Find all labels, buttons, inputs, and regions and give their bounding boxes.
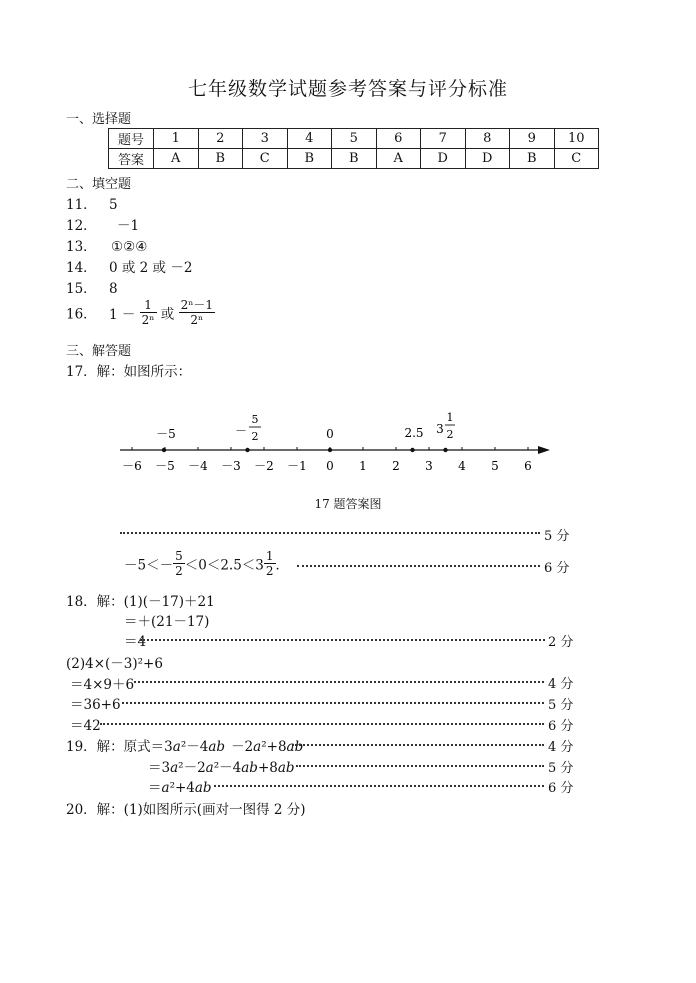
q17-inequality [124, 549, 289, 578]
tick-label: 5 [491, 459, 499, 473]
fill-answer-15 [66, 277, 118, 297]
table-cell: 2 [198, 129, 243, 149]
fill-answer-16 [66, 298, 215, 327]
tick-label: 3 [425, 459, 433, 473]
variable: a [253, 739, 262, 755]
label-minus-5: －5 [156, 427, 176, 441]
table-cell: 9 [510, 129, 555, 149]
variable: a [172, 739, 181, 755]
variable: a [170, 760, 179, 776]
section-fill-heading: 二、填空题 [66, 177, 132, 192]
question-number: 13． [66, 239, 97, 255]
q18-line-6: ＝36+6 [70, 697, 121, 713]
answer-text: 1 － [108, 306, 136, 323]
point-minus-5-2 [245, 448, 249, 452]
score-mark: 4 分 [548, 677, 574, 692]
table-cell: B [510, 149, 555, 169]
number-line-figure [110, 405, 560, 485]
q18-line-7: ＝42 [70, 718, 101, 734]
dotted-leader [297, 565, 540, 567]
q18-line-4: (2)4×(－3)²+6 [66, 656, 163, 672]
label-minus-5-2-num: 5 [251, 413, 259, 426]
table-cell: D [465, 149, 510, 169]
point-2-5 [410, 448, 414, 452]
dotted-leader [134, 681, 544, 683]
ineq-part: ． [275, 557, 290, 574]
table-cell: 5 [332, 129, 377, 149]
question-number: 14． [66, 260, 97, 276]
table-cell: A [154, 149, 199, 169]
table-cell: 答案 [109, 149, 154, 169]
variable: ab [277, 760, 295, 776]
score-mark: 5 分 [548, 698, 574, 713]
answer-or: 或 [160, 306, 175, 323]
table-cell: B [287, 149, 332, 169]
score-mark: 6 分 [548, 781, 574, 796]
answer-text: ①②④ [110, 239, 148, 255]
fill-answer-11 [66, 193, 118, 213]
answer-text: 8 [108, 281, 118, 297]
label-2-5: 2.5 [404, 426, 424, 440]
label-minus-5-2-sign: － [234, 424, 248, 438]
table-cell: 10 [554, 129, 599, 149]
page-title: 七年级数学试题参考答案与评分标准 [187, 78, 508, 100]
section-choice-heading: 一、选择题 [66, 112, 132, 127]
table-cell: C [554, 149, 599, 169]
score-mark: 5 分 [544, 529, 570, 544]
dotted-leader [140, 639, 545, 641]
table-cell: 6 [376, 129, 421, 149]
table-cell: 7 [421, 129, 466, 149]
table-cell: 1 [154, 129, 199, 149]
expr-part: 19．解：原式＝3 [66, 739, 173, 755]
arrow-head-icon [538, 446, 550, 454]
q19-line-2 [148, 756, 295, 776]
tick-label: 1 [359, 459, 367, 473]
score-mark: 4 分 [548, 740, 574, 755]
q17-heading: 17．解：如图所示： [66, 364, 192, 380]
tick-label: 4 [458, 459, 466, 473]
fraction [173, 549, 185, 578]
variable: a [205, 760, 214, 776]
expr-part: ²－4 [213, 760, 242, 776]
dotted-leader [296, 765, 544, 767]
fraction-denominator: 2 [175, 564, 183, 578]
tick-label: 6 [524, 459, 532, 473]
table-cell: B [332, 149, 377, 169]
figure-caption: 17 题答案图 [314, 497, 382, 511]
point-zero [328, 448, 332, 452]
table-row [109, 149, 599, 169]
tick-label: －4 [188, 459, 208, 473]
expr-part: ＝ [148, 780, 162, 796]
question-number: 12． [66, 218, 97, 234]
score-mark: 6 分 [544, 561, 570, 576]
fraction-denominator: 2ⁿ [190, 313, 204, 327]
expr-part: －2 [231, 739, 254, 755]
variable: a [161, 780, 170, 796]
fraction [140, 298, 157, 327]
dotted-leader [122, 702, 544, 704]
tick-label: 0 [326, 459, 334, 473]
q20-line: 20．解：(1)如图所示(画对一图得 2 分) [66, 802, 306, 818]
variable: ab [194, 780, 212, 796]
variable: ab [241, 760, 258, 776]
expr-part: ²－2 [178, 760, 206, 776]
tick-label: －6 [122, 459, 142, 473]
dotted-leader [100, 723, 544, 725]
label-3-1-2-den: 2 [446, 428, 454, 441]
q18-line-3: ＝4 [124, 634, 147, 650]
fill-answer-14 [66, 256, 192, 276]
point-3-1-2 [443, 448, 447, 452]
tick-labels [122, 459, 532, 473]
expr-part: ²+8 [261, 739, 287, 755]
q19-line-3 [148, 776, 212, 796]
table-cell: 8 [465, 129, 510, 149]
table-cell: 3 [243, 129, 288, 149]
question-number: 16． [66, 306, 97, 323]
variable: ab [286, 739, 304, 755]
table-cell: B [198, 149, 243, 169]
label-minus-5-2-den: 2 [251, 430, 259, 443]
answer-text: 0 或 2 或 －2 [108, 260, 193, 276]
tick-label: －3 [221, 459, 241, 473]
fraction-denominator: 2ⁿ [141, 313, 155, 327]
tick-label: －2 [254, 459, 274, 473]
table-cell: D [421, 149, 466, 169]
score-mark: 6 分 [548, 719, 574, 734]
label-3-1-2-num: 1 [446, 411, 454, 424]
expr-part: ＝3 [148, 760, 171, 776]
q18-line-1: 18．解：(1)(－17)＋21 [66, 594, 215, 610]
dotted-leader [120, 532, 540, 534]
ineq-part: －5＜－ [124, 557, 174, 574]
q18-line-5: ＝4×9＋6 [70, 677, 135, 693]
tick-label: 2 [392, 459, 400, 473]
table-cell: 题号 [109, 129, 154, 149]
expr-part: ²+4 [169, 780, 195, 796]
label-3-1-2-whole: 3 [436, 422, 444, 436]
answer-text: －1 [116, 218, 140, 234]
question-number: 11． [66, 197, 97, 213]
table-cell: A [376, 149, 421, 169]
label-zero: 0 [326, 427, 334, 441]
fraction-numerator: 1 [140, 298, 157, 313]
expr-part: +8 [257, 760, 278, 776]
q19-line-1 [66, 735, 303, 755]
fraction [264, 549, 276, 578]
dotted-leader [214, 785, 544, 787]
table-row [109, 129, 599, 149]
table-cell: 4 [287, 129, 332, 149]
tick-label: －1 [287, 459, 307, 473]
fraction-numerator: 2ⁿ－1 [180, 298, 214, 312]
score-mark: 2 分 [548, 635, 574, 650]
tick-label: －5 [155, 459, 175, 473]
question-number: 15． [66, 281, 97, 297]
fill-answer-12 [66, 214, 139, 234]
table-cell: C [243, 149, 288, 169]
expr-part: ²－4 [180, 739, 209, 755]
answer-table [108, 128, 599, 169]
fraction-numerator: 5 [175, 549, 183, 563]
fill-answer-13 [66, 235, 147, 255]
point-minus-5 [162, 448, 166, 452]
score-mark: 5 分 [548, 761, 574, 776]
dotted-leader [292, 744, 544, 746]
q18-line-2: ＝＋(21－17) [124, 614, 210, 630]
variable: ab [208, 739, 226, 755]
answer-text: 5 [108, 197, 118, 213]
section-solve-heading: 三、解答题 [66, 344, 132, 359]
fraction-numerator: 1 [265, 549, 274, 563]
fraction-denominator: 2 [265, 564, 274, 578]
ineq-part: ＜0＜2.5＜3 [184, 557, 264, 574]
fraction [179, 298, 215, 327]
